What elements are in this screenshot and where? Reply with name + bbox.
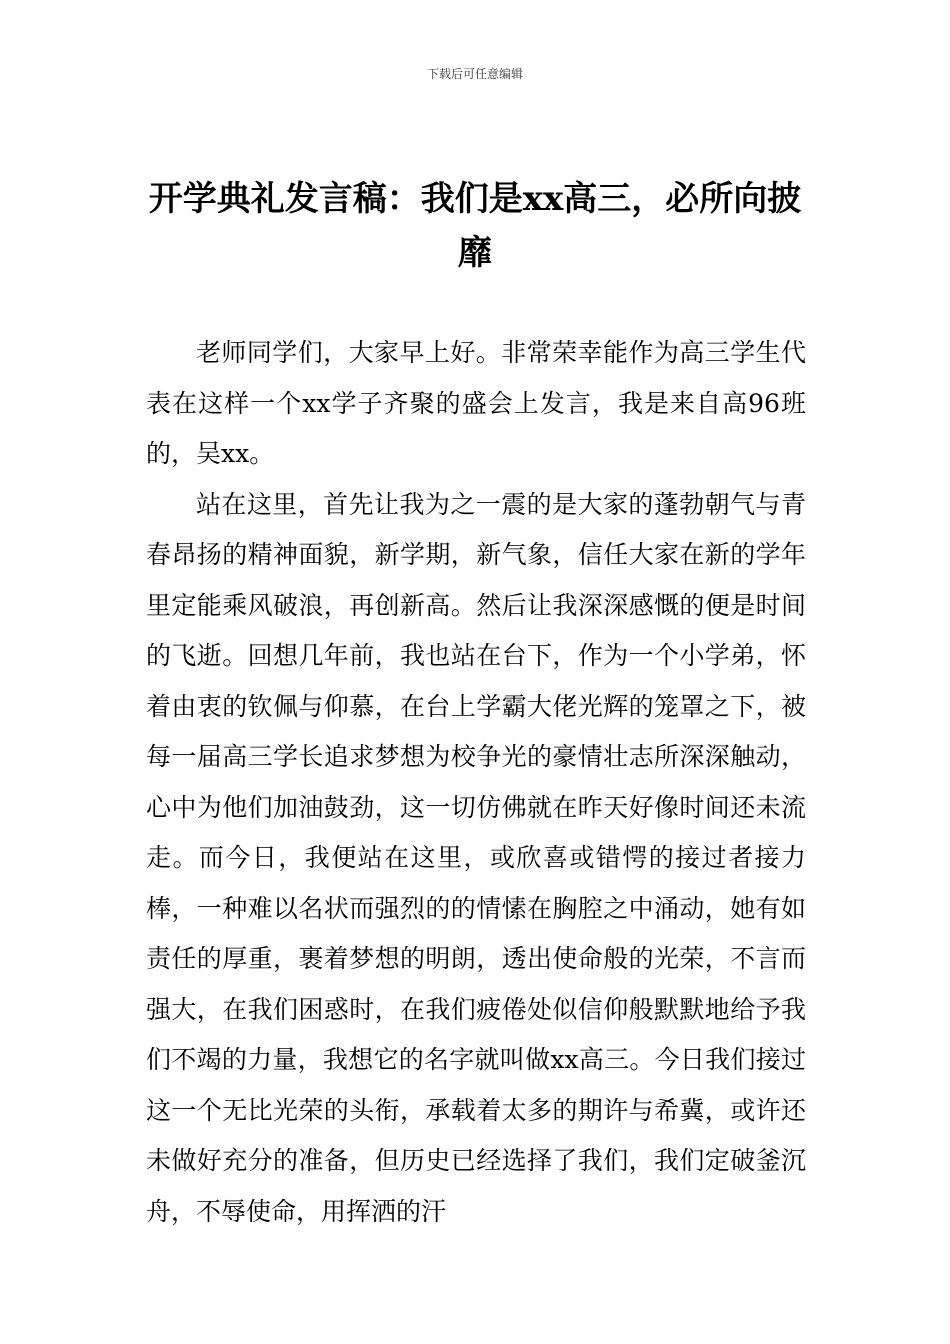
header-note: 下载后可任意编辑 [426, 67, 523, 81]
paragraph-2: 站在这里，首先让我为之一震的是大家的蓬勃朝气与青春昂扬的精神面貌，新学期，新气象，信任大家在新的学年里定能乘风破浪，再创新高。然后让我深深感慨的便是时间的飞逝。回想几年前，我也站在台下，作为一个小学弟，怀着由衷的钦佩与仰慕，在台上学霸大佬光辉的笼罩之下，被每一届高三学长追求梦想为校争光的豪情壮志所深深触动，心中为他们加油鼓劲，这一切仿佛就在昨天好像时间还未流走。而今日，我便站在这里，或欣喜或错愕的接过者接力棒，一种难以名状而强烈的的情愫在胸腔之中涌动，她有如责任的厚重，裹着梦想的明朗，透出使命般的光荣，不言而强大，在我们困惑时，在我们疲倦处似信仰般默默地给予我们不竭的力量，我想它的名字就叫做xx高三。今日我们接过这一个无比光荣的头衔，承载着太多的期许与希冀，或许还未做好充分的准备，但历史已经选择了我们，我们定破釜沉舟，不辱使命，用挥洒的汗 [146, 489, 806, 1226]
document-title: 开学典礼发言稿：我们是xx高三，必所向披靡 [148, 179, 802, 273]
paragraph-1: 老师同学们，大家早上好。非常荣幸能作为高三学生代表在这样一个xx学子齐聚的盛会上发言，我是来自高96班的，吴xx。 [146, 338, 806, 468]
document-body [146, 328, 806, 1237]
